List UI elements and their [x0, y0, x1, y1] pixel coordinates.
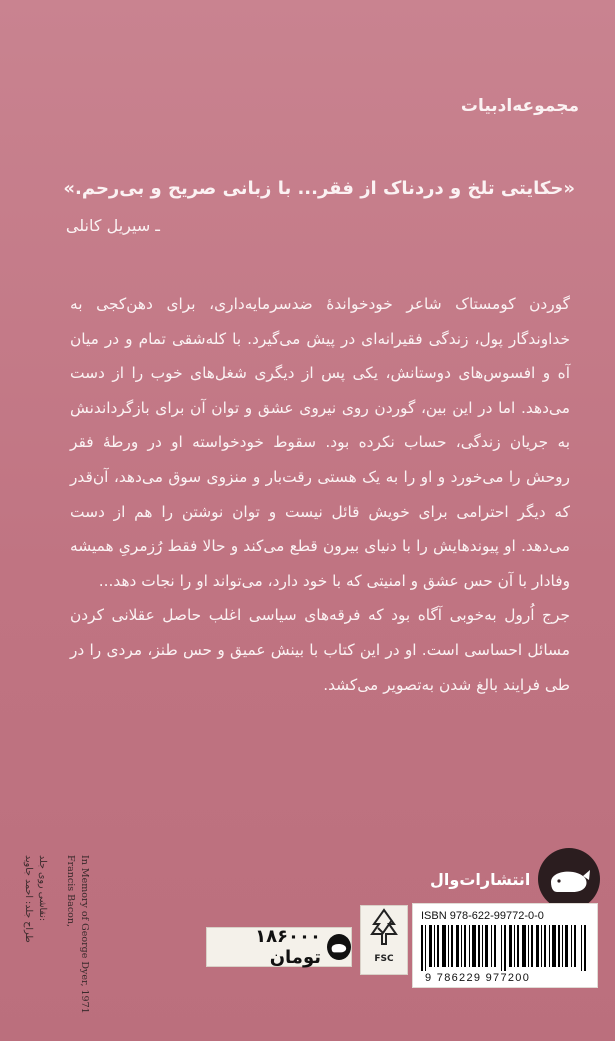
synopsis-paragraph-1: گوردن کومستاک شاعر خودخواندهٔ ضدسرمایه‌داری، برای دهن‌کجی به خداوندگار پول، زندگی فقیرانه‌ای در پیش می‌گیرد. با کله‌شقی تمام و در میان آه و افسوس‌های دوستانش، یکی پس از دیگری شغل‌های خوب را از دست می‌دهد. اما در این بین، گوردن روی نیروی عشق و توان آن برای بازگرداندنش به جریان زندگی، حساب نکرده بود. سقوط خودخواسته او در ورطهٔ فقر روحش را می‌خورد و او را به یک هستی رقت‌بار و منزوی سوق می‌دهد، آن‌قدر که دیگر احترامی برای خویش قائل نیست و توان نوشتن را هم از دست می‌دهد. او پیوندهایش را با دنیای بیرون قطع می‌کند و حالا فقط رُزمریِ همیشه وفادار با آن حس عشق و امنیتی که با خود دارد، می‌تواند او را نجات دهد... — [70, 295, 570, 590]
isbn-text: ISBN 978-622-99772-0-0 — [421, 910, 544, 922]
credit-painting: In Memory of George Dyer, 1971 — [79, 855, 90, 1014]
synopsis — [70, 287, 570, 702]
quote-author: ـ سیریل کانلی — [65, 216, 160, 235]
cover-credits — [14, 855, 104, 1040]
whale-icon — [327, 934, 351, 960]
series-title: مجموعه‌ادبیات — [460, 96, 579, 116]
barcode-number: 9 786229 977200 — [425, 972, 531, 984]
isbn-barcode — [412, 903, 598, 988]
barcode-bars — [421, 925, 589, 971]
publisher-name: انتشارات‌وال — [430, 869, 531, 889]
fsc-mark — [360, 905, 408, 975]
price-value: ۱۸۶۰۰۰ تومان — [255, 926, 321, 968]
blurb-quote: «حکایتی تلخ و دردناک از فقر... با زبانی صریح و بی‌رحم.» — [63, 178, 575, 199]
whale-icon — [538, 848, 600, 910]
tree-check-icon — [366, 906, 402, 950]
credit-painting-label: نقاشی روی جلد: — [37, 855, 48, 922]
publisher-block — [430, 848, 600, 910]
synopsis-paragraph-2: جرج اُرول به‌خوبی آگاه بود که فرقه‌های سیاسی اغلب حاصل عقلانی کردن مسائل احساسی است. او در این کتاب با بینش عمیق و حس طنز، مردی را در طی فرایند بالغ شدن به‌تصویر می‌کشد. — [70, 606, 570, 694]
price-sticker — [206, 927, 352, 967]
credit-designer: طراح جلد: احمد جاوید — [23, 855, 34, 943]
credit-painter: Francis Bacon, — [65, 855, 76, 927]
fsc-label: FSC — [374, 954, 394, 964]
